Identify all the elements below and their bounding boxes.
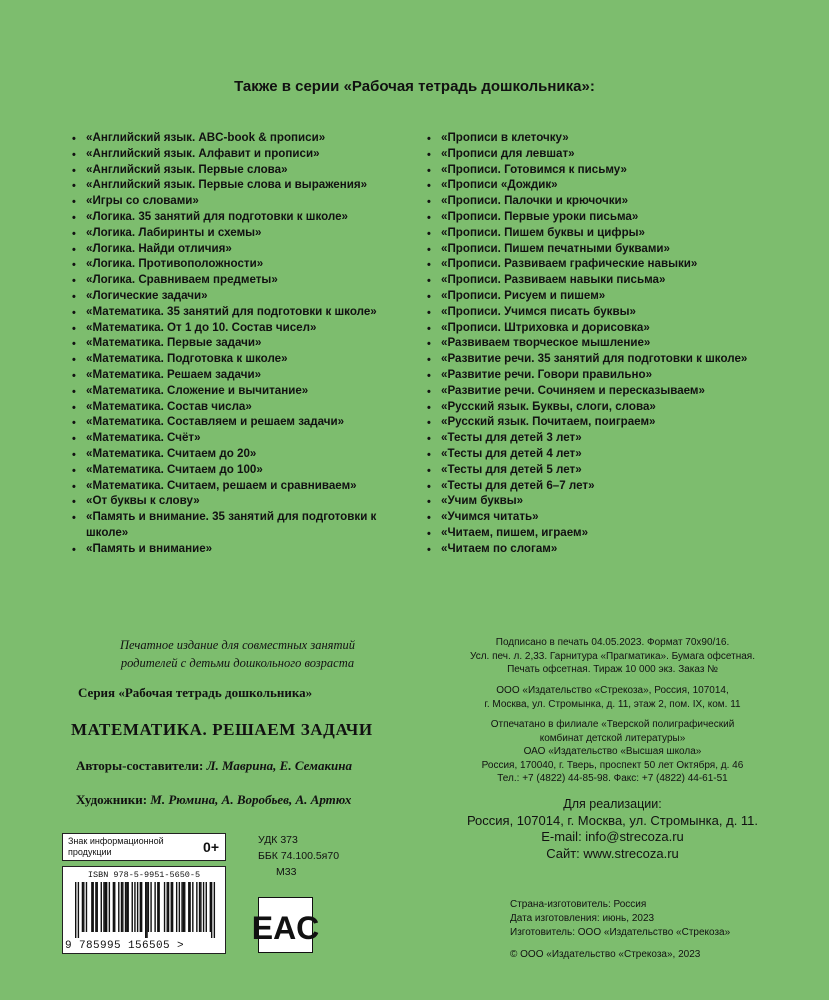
- edition-note-line: Печатное издание для совместных занятий: [120, 638, 355, 652]
- series-book-item: • «Тесты для детей 3 лет»: [427, 430, 767, 446]
- publisher-info-line: г. Москва, ул. Стромынка, д. 11, этаж 2, пом. IX, ком. 11: [484, 698, 741, 710]
- barcode-box: [62, 866, 226, 954]
- sale-address: Россия, 107014, г. Москва, ул. Стромынка, д. 11.: [466, 812, 759, 828]
- series-book-item: • «Математика. Сложение и вычитание»: [72, 383, 402, 399]
- series-book-item: • «Тесты для детей 4 лет»: [427, 446, 767, 462]
- print-details-line: Печать офсетная. Тираж 10 000 экз. Заказ №: [507, 664, 718, 676]
- series-book-item: • «Русский язык. Буквы, слоги, слова»: [427, 399, 767, 415]
- series-book-item: • «Логика. Найди отличия»: [72, 241, 402, 257]
- sale-site: Сайт: www.strecoza.ru: [546, 845, 679, 861]
- print-details-line: Подписано в печать 04.05.2023. Формат 70х90/16.: [495, 637, 730, 648]
- print-details-line: Усл. печ. л. 2,33. Гарнитура «Прагматика». Бумага офсетная.: [470, 650, 755, 662]
- authors-label: Авторы-составители:: [76, 758, 207, 773]
- series-book-item: • «От буквы к слову»: [72, 493, 402, 509]
- series-book-item: • «Логика. Сравниваем предметы»: [72, 272, 402, 288]
- series-book-item: • «Прописи в клеточку»: [427, 130, 767, 146]
- classification-codes: [258, 832, 339, 880]
- series-book-item: • «Математика. Состав числа»: [72, 399, 402, 415]
- series-book-item: • «Развитие речи. Говори правильно»: [427, 367, 767, 383]
- authors-line: [76, 758, 352, 774]
- series-book-item: • «Логика. 35 занятий для подготовки к школе»: [72, 209, 402, 225]
- series-book-item: • «Развитие речи. 35 занятий для подготовки к школе»: [427, 351, 767, 367]
- series-book-item: • «Читаем по слогам»: [427, 541, 767, 557]
- series-book-item: • «Прописи. Пишем буквы и цифры»: [427, 225, 767, 241]
- series-book-item: • «Логические задачи»: [72, 288, 402, 304]
- printer-info-line: Россия, 170040, г. Тверь, проспект 50 лет Октября, д. 46: [481, 759, 744, 771]
- printer-info: [445, 718, 780, 786]
- series-book-item: • «Прописи. Пишем печатными буквами»: [427, 241, 767, 257]
- series-book-item: • «Тесты для детей 6–7 лет»: [427, 478, 767, 494]
- ean-number: 9 785995 156505 >: [65, 940, 185, 952]
- series-book-item: • «Математика. От 1 до 10. Состав чисел»: [72, 320, 402, 336]
- series-book-item: • «Прописи. Развиваем навыки письма»: [427, 272, 767, 288]
- udk-code: УДК 373: [258, 834, 298, 846]
- series-book-item: • «Прописи. Первые уроки письма»: [427, 209, 767, 225]
- series-book-item: • «Прописи. Штриховка и дорисовка»: [427, 320, 767, 336]
- series-book-item: • «Игры со словами»: [72, 193, 402, 209]
- print-details: [445, 636, 780, 677]
- authors-names: Л. Маврина, Е. Семакина: [206, 758, 352, 773]
- info-product-sign: [62, 833, 226, 861]
- series-list-right: [427, 130, 767, 557]
- sale-email: E-mail: info@strecoza.ru: [541, 829, 684, 844]
- series-book-item: • «Прописи. Развиваем графические навыки»: [427, 256, 767, 272]
- artists-names: М. Рюмина, А. Воробьев, А. Артюх: [150, 792, 352, 807]
- manufacture-line: Страна-изготовитель: Россия: [510, 899, 647, 910]
- series-name: «Рабочая тетрадь дошкольника»: [118, 685, 313, 700]
- series-book-item: • «Математика. Подготовка к школе»: [72, 351, 402, 367]
- series-book-item: • «Развитие речи. Сочиняем и пересказываем»: [427, 383, 767, 399]
- series-heading: Также в серии «Рабочая тетрадь дошкольника»:: [234, 78, 595, 95]
- series-book-item: • «Математика. 35 занятий для подготовки к школе»: [72, 304, 402, 320]
- age-rating: 0+: [203, 839, 219, 855]
- series-book-item: • «Математика. Считаем до 20»: [72, 446, 402, 462]
- series-book-item: • «Прописи. Готовимся к письму»: [427, 162, 767, 178]
- series-book-item: • «Развиваем творческое мышление»: [427, 335, 767, 351]
- series-book-item: • «Математика. Счёт»: [72, 430, 402, 446]
- series-book-item: • «Прописи. Учимся писать буквы»: [427, 304, 767, 320]
- series-book-item: • «Читаем, пишем, играем»: [427, 525, 767, 541]
- series-book-item: • «Русский язык. Почитаем, поиграем»: [427, 414, 767, 430]
- series-book-item: • «Математика. Первые задачи»: [72, 335, 402, 351]
- eac-certification-icon: [251, 897, 320, 958]
- series-book-item: • «Английский язык. ABC-book & прописи»: [72, 130, 402, 146]
- info-product-text: Знак информационной продукции: [68, 836, 164, 857]
- edition-note: [60, 636, 415, 672]
- barcode-icon: [75, 882, 215, 938]
- series-book-item: • «Математика. Считаем до 100»: [72, 462, 402, 478]
- series-book-item: • «Математика. Считаем, решаем и сравниваем»: [72, 478, 402, 494]
- manufacture-line: Дата изготовления: июнь, 2023: [510, 913, 655, 924]
- printer-info-line: Тел.: +7 (4822) 44-85-98. Факс: +7 (4822) 44-61-51: [497, 773, 728, 785]
- eac-mark-text: EAC: [251, 910, 320, 946]
- printer-info-line: комбинат детской литературы»: [539, 732, 686, 744]
- series-book-item: • «Учим буквы»: [427, 493, 767, 509]
- author-mark: М33: [276, 866, 297, 878]
- edition-note-line: родителей с детьми дошкольного возраста: [120, 656, 355, 670]
- bbk-code: ББК 74.100.5я70: [258, 850, 340, 862]
- series-book-item: • «Английский язык. Первые слова»: [72, 162, 402, 178]
- series-book-item: • «Прописи. Палочки и крючочки»: [427, 193, 767, 209]
- publisher-info-line: ООО «Издательство «Стрекоза», Россия, 107014,: [496, 685, 729, 696]
- book-title: МАТЕМАТИКА. РЕШАЕМ ЗАДАЧИ: [71, 720, 373, 739]
- printer-info-line: ОАО «Издательство «Высшая школа»: [523, 746, 702, 758]
- series-book-item: • «Английский язык. Первые слова и выражения»: [72, 177, 402, 193]
- series-book-item: • «Память и внимание»: [72, 541, 402, 557]
- series-book-item: • «Память и внимание. 35 занятий для подготовки к школе»: [72, 509, 402, 541]
- series-prefix: Серия: [78, 685, 119, 700]
- series-book-item: • «Логика. Лабиринты и схемы»: [72, 225, 402, 241]
- manufacture-line: Изготовитель: ООО «Издательство «Стрекоза»: [510, 927, 731, 938]
- sale-title: Для реализации:: [563, 797, 662, 811]
- publisher-info: [445, 684, 780, 711]
- series-book-item: • «Английский язык. Алфавит и прописи»: [72, 146, 402, 162]
- series-book-item: • «Математика. Решаем задачи»: [72, 367, 402, 383]
- artists-line: [76, 792, 351, 808]
- copyright: © ООО «Издательство «Стрекоза», 2023: [510, 949, 701, 960]
- isbn-text: ISBN 978-5-9951-5650-5: [87, 870, 201, 880]
- series-line: [78, 685, 312, 701]
- printer-info-line: Отпечатано в филиале «Тверской полиграфический: [490, 719, 735, 730]
- manufacture-info: [510, 898, 730, 940]
- series-book-item: • «Математика. Составляем и решаем задачи»: [72, 414, 402, 430]
- series-book-item: • «Прописи «Дождик»: [427, 177, 767, 193]
- sale-info: [445, 796, 780, 862]
- series-book-item: • «Логика. Противоположности»: [72, 256, 402, 272]
- series-book-item: • «Прописи для левшат»: [427, 146, 767, 162]
- series-book-item: • «Учимся читать»: [427, 509, 767, 525]
- series-book-item: • «Прописи. Рисуем и пишем»: [427, 288, 767, 304]
- artists-label: Художники:: [76, 792, 151, 807]
- series-book-item: • «Тесты для детей 5 лет»: [427, 462, 767, 478]
- series-list-left: [72, 130, 402, 557]
